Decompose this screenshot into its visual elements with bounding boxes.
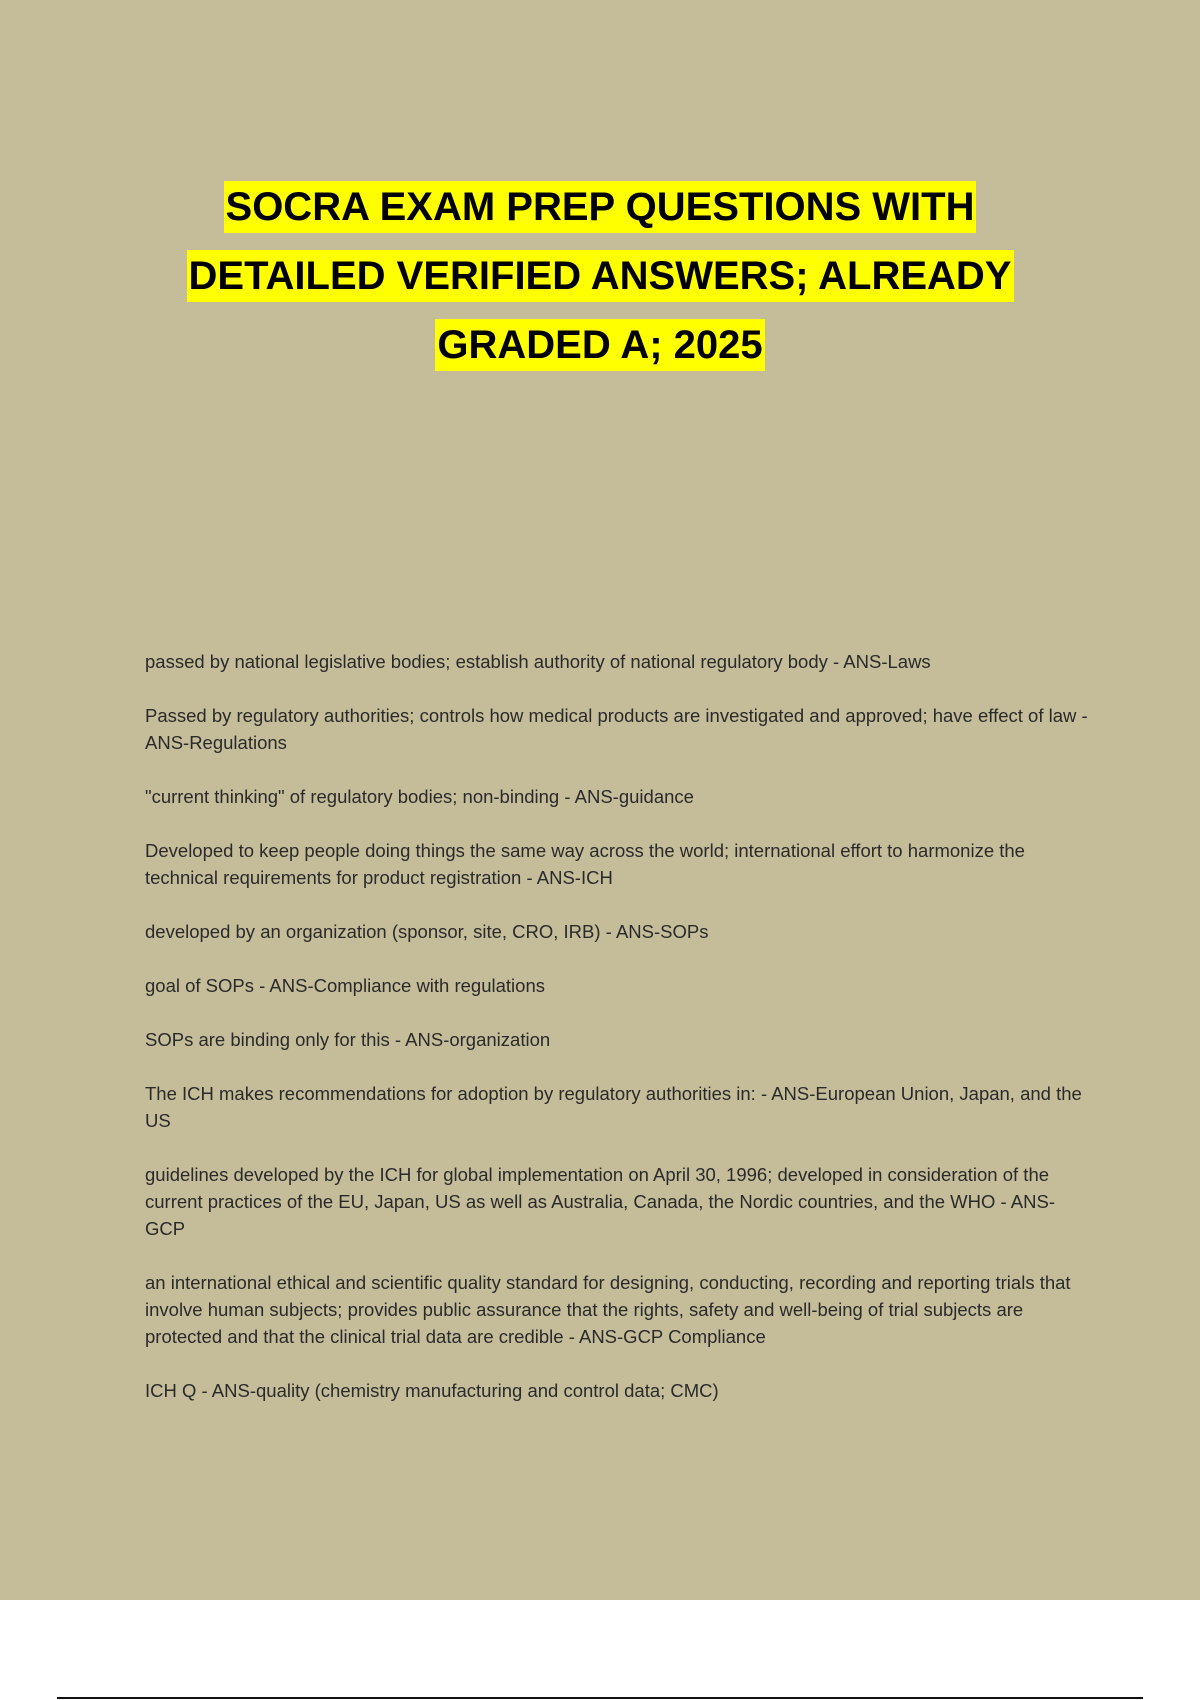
qa-item: Developed to keep people doing things the same way across the world; international effort to harmonize the technical requirements for product registration - ANS-ICH xyxy=(145,840,1025,888)
qa-item: The ICH makes recommendations for adoption by regulatory authorities in: - ANS-European Union, Japan, and the US xyxy=(145,1083,1082,1131)
qa-item: ICH Q - ANS-quality (chemistry manufacturing and control data; CMC) xyxy=(145,1380,719,1401)
title-highlight: GRADED A; 2025 xyxy=(435,319,764,371)
qa-item: guidelines developed by the ICH for global implementation on April 30, 1996; developed in consideration of the current practices of the EU, Japan, US as well as Australia, Canada, the Nordic countries, and the WHO - ANS-GCP xyxy=(145,1164,1055,1239)
qa-item: "current thinking" of regulatory bodies; non-binding - ANS-guidance xyxy=(145,786,694,807)
title-highlight: DETAILED VERIFIED ANSWERS; ALREADY xyxy=(187,250,1014,302)
title-line xyxy=(0,173,1200,242)
title-line xyxy=(0,242,1200,311)
qa-item: Passed by regulatory authorities; controls how medical products are investigated and approved; have effect of law - ANS-Regulations xyxy=(145,705,1088,753)
qa-list xyxy=(145,648,1095,1431)
document-title xyxy=(0,173,1200,380)
title-highlight: SOCRA EXAM PREP QUESTIONS WITH xyxy=(224,181,977,233)
qa-item: passed by national legislative bodies; establish authority of national regulatory body - ANS-Laws xyxy=(145,651,931,672)
footer-divider xyxy=(57,1697,1143,1699)
title-line xyxy=(0,311,1200,380)
qa-item: goal of SOPs - ANS-Compliance with regulations xyxy=(145,975,545,996)
qa-item: SOPs are binding only for this - ANS-organization xyxy=(145,1029,551,1050)
qa-item: developed by an organization (sponsor, site, CRO, IRB) - ANS-SOPs xyxy=(145,921,709,942)
qa-item: an international ethical and scientific quality standard for designing, conducting, recording and reporting trials that involve human subjects; provides public assurance that the rights, safety and well-being of trial subjects are protected and that the clinical trial data are credible - ANS-GCP Compliance xyxy=(145,1272,1071,1347)
